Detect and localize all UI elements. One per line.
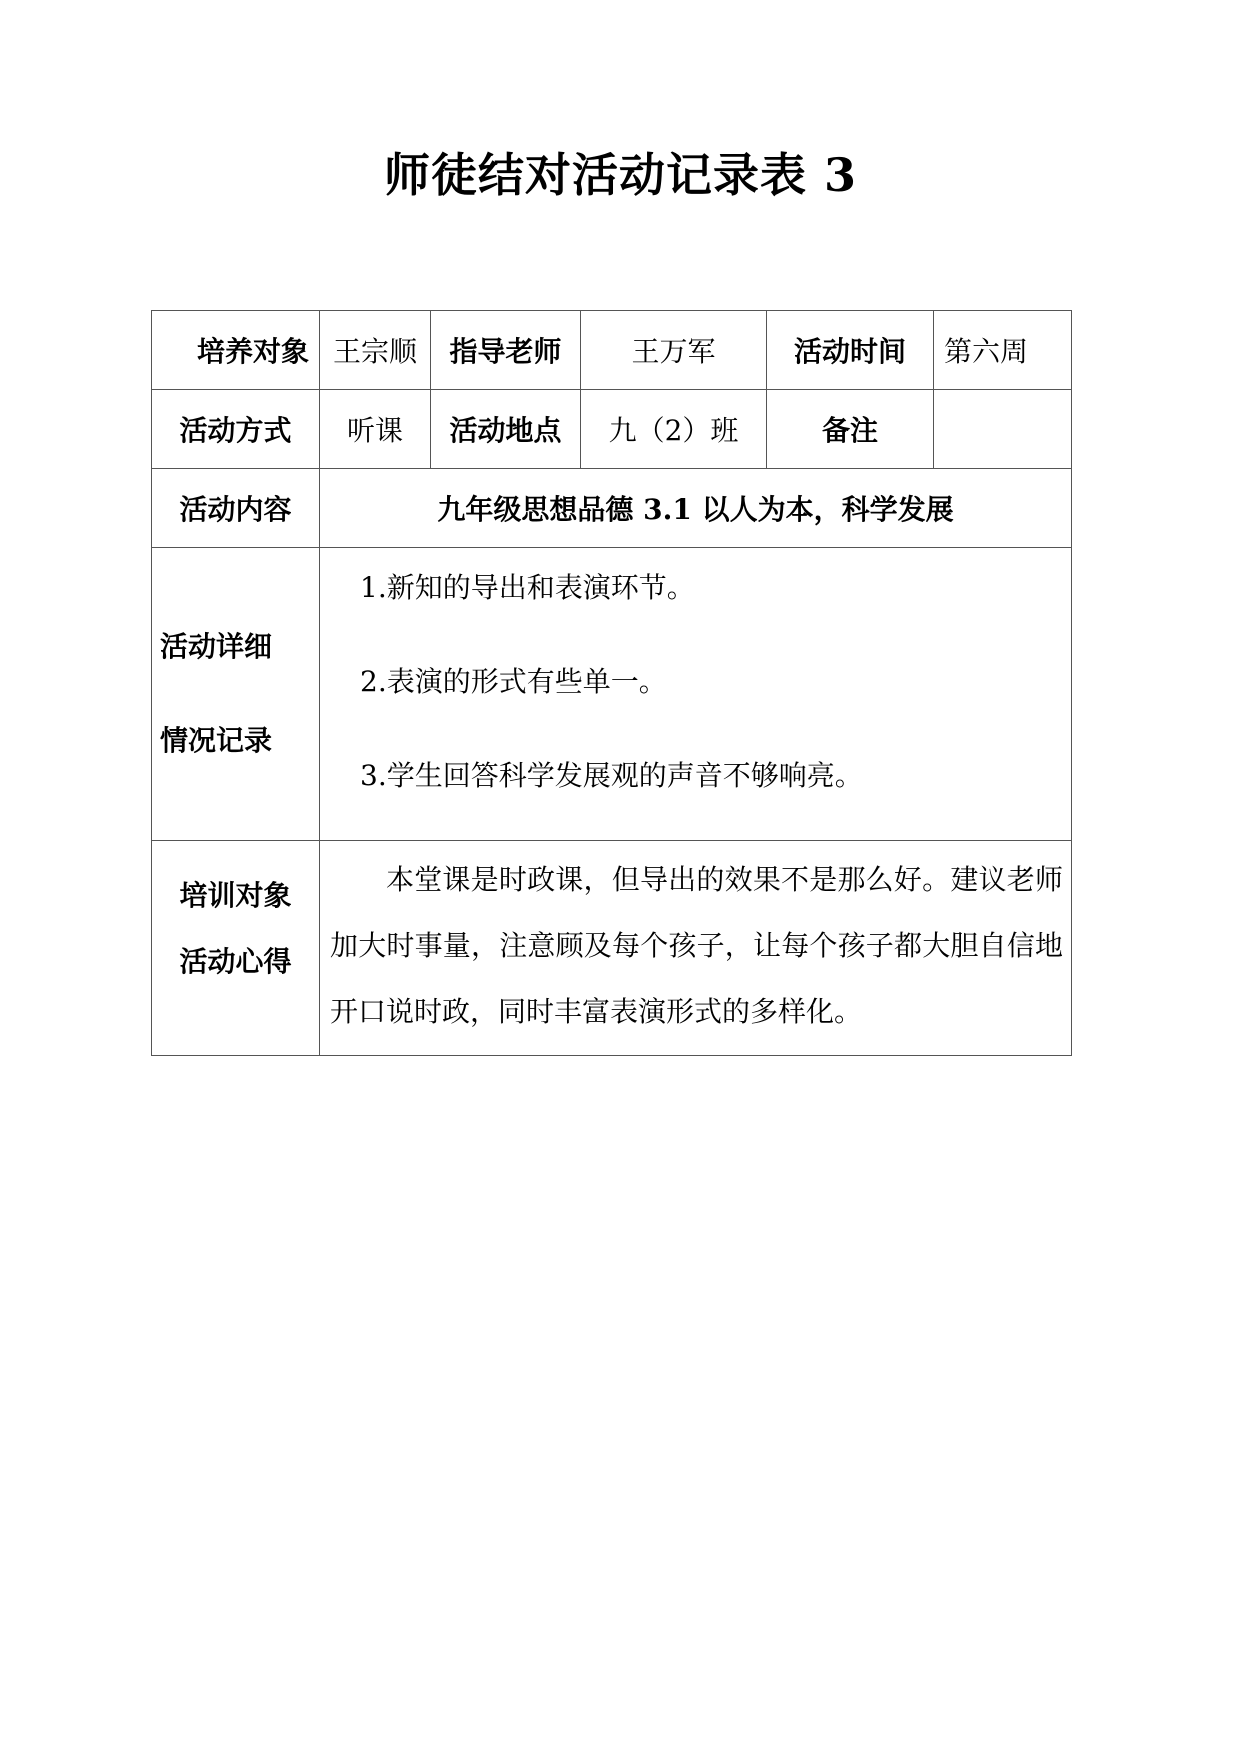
activity-content-value: 九年级思想品德 3.1 以人为本，科学发展 bbox=[320, 469, 1072, 548]
experience-text: 本堂课是时政课，但导出的效果不是那么好。建议老师加大时事量，注意顾及每个孩子，让每个孩子都大胆自信地开口说时政，同时丰富表演形式的多样化。 bbox=[320, 841, 1072, 1056]
trainee-value: 王宗顺 bbox=[320, 311, 431, 390]
details-label-line1: 活动详细 bbox=[160, 630, 273, 663]
activity-location-label: 活动地点 bbox=[431, 390, 581, 469]
details-label-line2: 情况记录 bbox=[160, 724, 273, 757]
experience-label-line2: 活动心得 bbox=[179, 945, 292, 978]
table-row-details bbox=[152, 548, 1072, 841]
remark-label: 备注 bbox=[767, 390, 934, 469]
remark-value bbox=[934, 390, 1072, 469]
table-row-experience bbox=[152, 841, 1072, 1056]
trainee-label: 培养对象 bbox=[152, 311, 320, 390]
details-label bbox=[152, 548, 320, 841]
activity-time-label: 活动时间 bbox=[767, 311, 934, 390]
list-item: 1.新知的导出和表演环节。 bbox=[360, 571, 695, 604]
activity-location-value: 九（2）班 bbox=[581, 390, 767, 469]
activity-method-value: 听课 bbox=[320, 390, 431, 469]
activity-time-value: 第六周 bbox=[934, 311, 1072, 390]
experience-label bbox=[152, 841, 320, 1056]
page-title: 师徒结对活动记录表 3 bbox=[383, 148, 858, 202]
table-row-content bbox=[152, 469, 1072, 548]
activity-content-label: 活动内容 bbox=[152, 469, 320, 548]
details-list bbox=[320, 548, 1072, 841]
mentor-label: 指导老师 bbox=[431, 311, 581, 390]
list-item: 3.学生回答科学发展观的声音不够响亮。 bbox=[360, 759, 863, 792]
table-row-info bbox=[152, 311, 1072, 390]
experience-label-line1: 培训对象 bbox=[179, 879, 292, 912]
activity-method-label: 活动方式 bbox=[152, 390, 320, 469]
activity-record-table bbox=[151, 310, 1072, 1056]
list-item: 2.表演的形式有些单一。 bbox=[360, 665, 667, 698]
table-row-method bbox=[152, 390, 1072, 469]
mentor-value: 王万军 bbox=[581, 311, 767, 390]
